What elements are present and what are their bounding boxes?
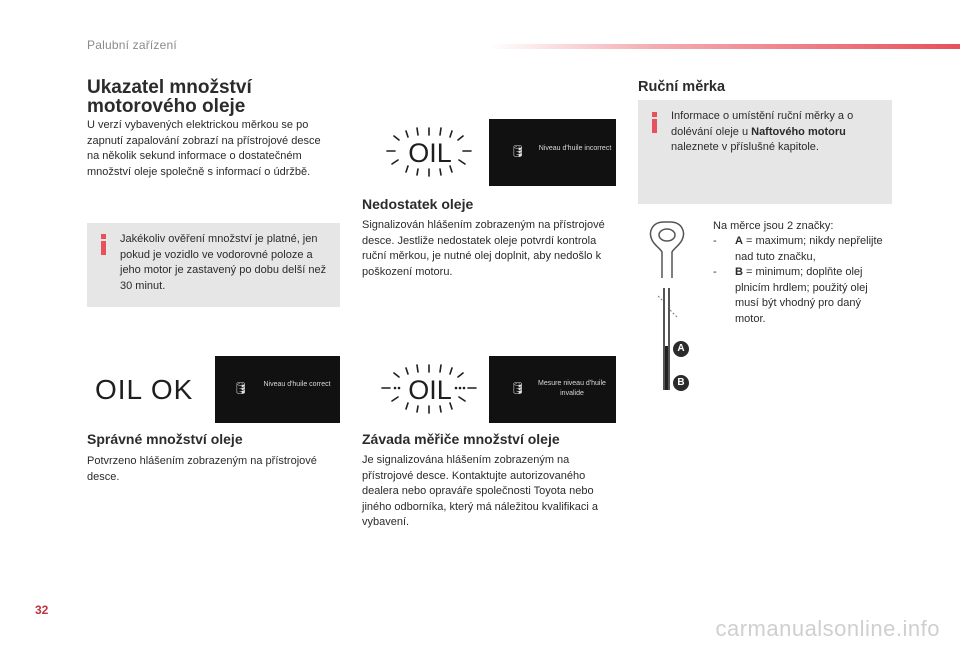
list-item: - A = maximum; nikdy nepřelijte nad tuto značku,: [713, 235, 883, 263]
oil-can-icon: 🛢: [233, 381, 249, 395]
marks-intro: Na měrce jsou 2 značky:: [713, 220, 834, 232]
oil-fault-display-panel: [362, 356, 616, 423]
oil-ok-message: Niveau d'huile correct: [263, 381, 331, 388]
oil-can-icon: 🛢: [510, 381, 526, 395]
oil-fault-display-text: OIL: [408, 375, 452, 405]
oil-can-icon: 🛢: [510, 144, 526, 158]
page-number: 32: [35, 603, 49, 617]
oil-display-text: OIL: [408, 138, 452, 168]
gauge-fault-title: Závada měřiče množství oleje: [362, 431, 560, 447]
oil-ok-display-panel: [87, 356, 340, 423]
validity-note-text: Jakékoliv ověření množství je platné, jen pokud je vozidlo ve vodorovné poloze a jeho motor je zastavený po dobu delší než 30 minut.: [120, 233, 327, 292]
mark-b-badge: B: [673, 375, 689, 391]
intro-text: U verzí vybavených elektrickou měrkou se po zapnutí zapalování zobrazí na přístrojové desce na několik sekund informace o dostatečném množství oleje společně s informací o údržbě.: [87, 119, 321, 178]
marks-list: [713, 234, 883, 327]
low-oil-text: Signalizován hlášením zobrazeným na přístrojové desce. Jestliže nedostatek oleje potvrdí kontrola ruční měrkou, je nutné olej doplnit, aby nedošlo k poškození motoru.: [362, 219, 605, 278]
correct-oil-title: Správné množství oleje: [87, 431, 243, 447]
list-item: - B = minimum; doplňte olej plnicím hrdlem; použitý olej musí být vhodný pro daný motor.: [713, 266, 868, 325]
section-header: Palubní zařízení: [87, 38, 177, 52]
dipstick-title: Ruční měrka: [638, 79, 726, 95]
oil-fault-message: Mesure niveau d'huile invalide: [538, 380, 606, 397]
gauge-fault-text: Je signalizována hlášením zobrazeným na přístrojové desce. Kontaktujte autorizovaného dealera nebo opraváře společnosti Toyota nebo jiného odborníka, který má náležitou kvalifikaci a vybavení.: [362, 454, 599, 528]
low-oil-title: Nedostatek oleje: [362, 196, 474, 212]
header-accent-bar: [490, 44, 960, 49]
validity-note-box: [87, 223, 340, 307]
correct-oil-text: Potvrzeno hlášením zobrazeným na přístrojové desce.: [87, 455, 317, 483]
info-icon: [652, 112, 657, 133]
oil-low-display-panel: [362, 119, 616, 186]
oil-low-message: Niveau d'huile incorrect: [538, 145, 612, 152]
oil-ok-display-text: OIL OK: [95, 374, 194, 405]
info-icon: [101, 234, 106, 255]
page-title: Ukazatel množství motorového oleje: [87, 77, 252, 117]
dipstick-info-text: Informace o umístění ruční měrky a o dolévání oleje u Naftového motoru naleznete v příslušné kapitole.: [671, 110, 854, 153]
diesel-engine-label: Naftového motoru: [751, 125, 846, 138]
watermark: carmanualsonline.info: [715, 616, 940, 641]
dipstick-info-box: [638, 100, 892, 204]
dipstick-illustration: [640, 218, 700, 398]
mark-a-badge: A: [673, 341, 689, 357]
